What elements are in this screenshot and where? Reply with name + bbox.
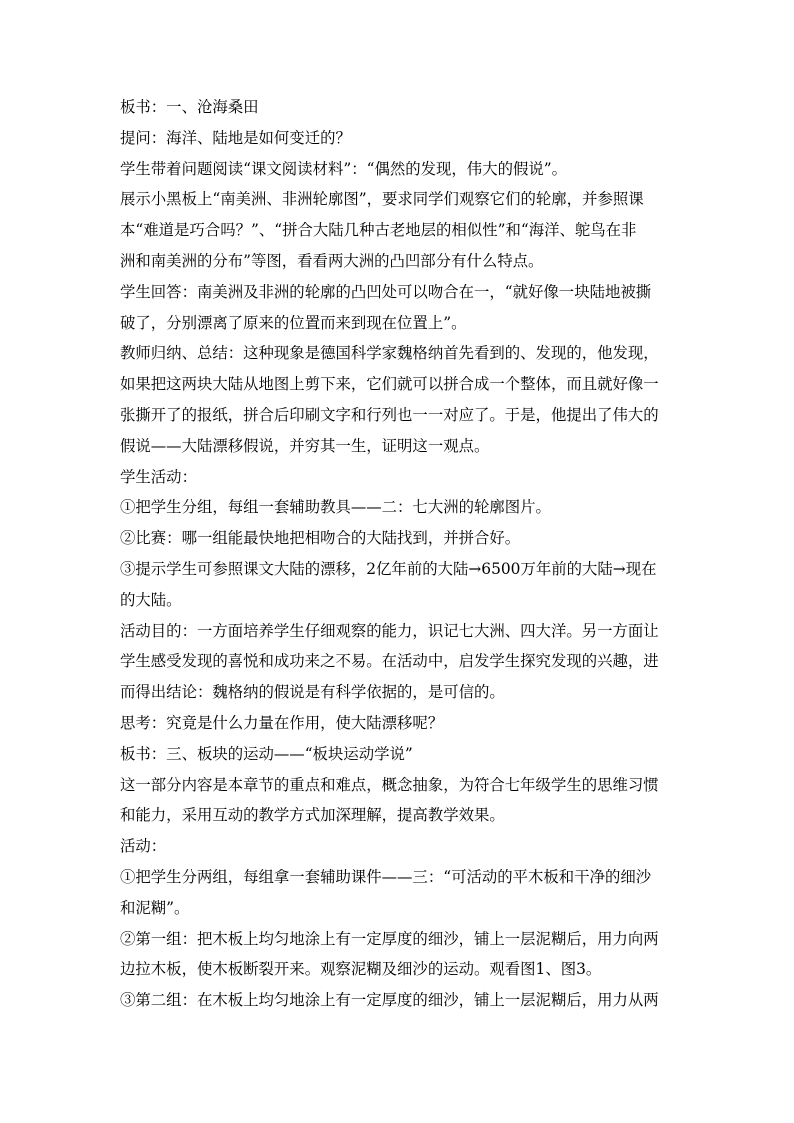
- text-line: 学生回答：南美洲及非洲的轮廓的凸凹处可以吻合在一，“就好像一块陆地被撕: [120, 282, 652, 301]
- text-line: 思考：究竟是什么力量在作用，使大陆漂移呢？: [120, 713, 444, 732]
- text-line: 教师归纳、总结：这种现象是德国科学家魏格纳首先看到的、发现的，他发现，: [120, 344, 659, 363]
- heading-line: 板书：三、板块的运动——“板块运动学说”: [120, 744, 413, 763]
- text-line: 破了，分别漂离了原来的位置而来到现在位置上”。: [120, 313, 467, 332]
- list-item: ③提示学生可参照课文大陆的漂移，2亿年前的大陆→6500万年前的大陆→现在: [120, 559, 657, 578]
- text-line: 学生带着问题阅读“课文阅读材料”：“偶然的发现，伟大的假说”。: [120, 159, 568, 178]
- text-line: 和能力，采用互动的教学方式加深理解，提高教学效果。: [120, 806, 505, 825]
- list-item: ③第二组：在木板上均匀地涂上有一定厚度的细沙，铺上一层泥糊后，用力从两: [120, 991, 659, 1010]
- document-body: [120, 92, 680, 1016]
- text-line: 如果把这两块大陆从地图上剪下来，它们就可以拼合成一个整体，而且就好像一: [120, 375, 659, 394]
- text-line: 假说——大陆漂移假说，并穷其一生，证明这一观点。: [120, 436, 490, 455]
- text-line: 的大陆。: [120, 590, 182, 609]
- text-line: 边拉木板，使木板断裂开来。观察泥糊及细沙的运动。观看图1、图3。: [120, 960, 602, 979]
- text-line: 展示小黑板上“南美洲、非洲轮廓图”，要求同学们观察它们的轮廓，并参照课: [120, 190, 644, 209]
- text-line: 这一部分内容是本章节的重点和难点，概念抽象，为符合七年级学生的思维习惯: [120, 775, 659, 794]
- text-line: 学生活动：: [120, 467, 197, 486]
- text-line: 洲和南美洲的分布”等图，看看两大洲的凸凹部分有什么特点。: [120, 251, 544, 270]
- text-line: 提问：海洋、陆地是如何变迁的？: [120, 128, 351, 147]
- text-line: 学生感受发现的喜悦和成功来之不易。在活动中，启发学生探究发现的兴趣，进: [120, 652, 659, 671]
- list-item: ①把学生分组，每组一套辅助教具——二：七大洲的轮廓图片。: [120, 498, 551, 517]
- heading-line: 板书：一、沧海桑田: [120, 98, 259, 116]
- text-line: 张撕开了的报纸，拼合后印刷文字和行列也一一对应了。于是，他提出了伟大的: [120, 405, 659, 424]
- list-item: ②第一组：把木板上均匀地涂上有一定厚度的细沙，铺上一层泥糊后，用力向两: [120, 929, 659, 948]
- list-item: ②比赛：哪一组能最快地把相吻合的大陆找到，并拼合好。: [120, 529, 521, 548]
- text-line: 活动目的：一方面培养学生仔细观察的能力，识记七大洲、四大洋。另一方面让: [120, 621, 659, 640]
- text-line: 和泥糊”。: [120, 898, 190, 917]
- list-item: ①把学生分两组，每组拿一套辅助课件——三：“可活动的平木板和干净的细沙: [120, 867, 652, 886]
- text-line: 而得出结论：魏格纳的假说是有科学依据的，是可信的。: [120, 683, 505, 702]
- text-line: 活动：: [120, 837, 167, 856]
- text-line: 本“难道是巧合吗？”、“拼合大陆几种古老地层的相似性”和“海洋、鸵鸟在非: [120, 221, 637, 240]
